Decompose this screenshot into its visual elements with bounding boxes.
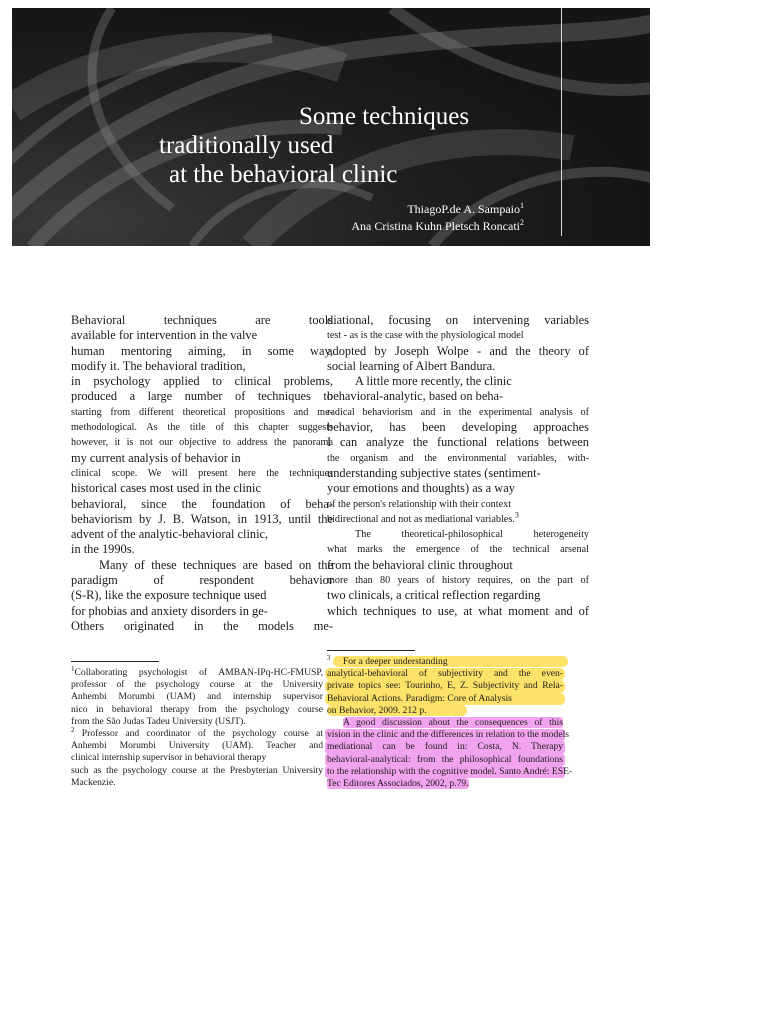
body-line: A little more recently, the clinic [355,374,512,389]
body-line: adopted by Joseph Wolpe - and the theory of [327,343,589,358]
footnotes-left [71,664,324,789]
footnote-rule-left [71,661,159,662]
footnote-line: nico in behavioral therapy from the psychology course [71,703,323,715]
body-line: in psychology applied to clinical problems, [71,374,333,389]
body-line: The theoretical-philosophical heterogeneity [355,529,589,541]
body-line: in the 1990s. [71,542,135,557]
footnote-line-highlight-yellow: analytical-behavioral of subjectivity and the even- [327,668,563,680]
author-1-note: 1 [520,201,524,210]
highlight-yellow: on Behavior, 2009. 212 p. [327,705,467,716]
footnote-line-highlight-pink: to the relationship with the cognitive model. Santo André: ESE- [327,765,573,777]
body-line: behavioral, since the foundation of beha- [71,496,333,511]
footnote-3 [325,653,573,790]
footnote-text: Collaborating psychologist of AMBAN-IPq-HC-FMUSP, [74,667,323,678]
body-line: which techniques to use, at what moment and of [327,603,589,618]
footnote-line-highlight-yellow: Behavioral Actions. Paradigm: Core of Analysis [325,693,565,705]
body-line: clinical scope. We will present here the techniques [71,467,333,479]
body-line: my current analysis of behavior in [71,450,241,465]
highlight-pink: A good discussion about the consequences of this [343,716,563,728]
body-line [327,512,589,527]
footnote-text: Professor and coordinator of the psychology course at [81,727,324,739]
body-line: (S-R), like the exposure technique used [71,588,267,603]
body-line: understanding subjective states (sentiment- [327,465,541,480]
footnote-rule-right [327,650,415,651]
body-line: paradigm of respondent behavior [71,573,333,588]
body-line: historical cases most used in the clinic [71,481,261,496]
footnote-line [325,705,565,717]
body-line: what marks the emergence of the technical arsenal [327,544,589,556]
body-line: however, it is not our objective to address the panorama [71,437,333,449]
body-line: two clinicals, a critical reflection regarding [327,588,541,603]
body-line: advent of the analytic-behavioral clinic, [71,527,269,542]
body-line: for phobias and anxiety disorders in ge- [71,603,268,618]
body-line: test - as is the case with the physiological model [327,330,524,342]
body-line: methodological. As the title of this chapter suggests [71,422,333,434]
body-line: behaviorism by J. B. Watson, in 1913, until the [71,511,333,526]
footnote-line [325,778,565,790]
footnote-line: from the São Judas Tadeu University (USJT). [71,715,246,727]
body-line: radical behaviorism and in the experimental analysis of [327,406,589,418]
footnote-ref-3: 3 [514,510,519,520]
footnote-2-line [71,725,324,740]
footnote-line [325,717,565,729]
body-line-text: bidirectional and not as mediational variables. [327,513,515,525]
body-line: available for intervention in the valve [71,328,258,343]
body-line: Behavioral techniques are tools [71,313,333,327]
body-line: from the behavioral clinic throughout [327,557,513,572]
body-line: produced a large number of techniques to [71,389,333,404]
footnote-line-highlight-pink: mediational can be found in: Costa, N. Therapy [327,741,563,753]
footnote-line: such as the psychology course at the Presbyterian University [71,764,323,776]
footnote-line: professor of the psychology course at the University [71,679,323,691]
footnote-line [325,653,565,668]
footnote-line: Anhembi Morumbi (UAM) and internship supervisor [71,691,323,703]
author-2-name: Ana Cristina Kuhn Pletsch Roncati [351,219,520,233]
footnote-line: clinical internship supervisor in behavioral therapy [71,752,267,764]
title-line-3: at the behavioral clinic [169,161,398,188]
footnote-1-mark: 1 [71,664,75,673]
body-line: diational, focusing on intervening variables [327,313,589,327]
body-line: Many of these techniques are based on the [99,557,333,572]
body-line: human mentoring aiming, in some way, [71,343,333,358]
footnote-line-highlight-pink: vision in the clinic and the differences in relation to the models [327,729,569,741]
body-line: starting from different theoretical propositions and me- [71,406,333,418]
footnote-1-line [71,664,323,679]
title-line-1: Some techniques [299,103,470,130]
body-column-left [71,313,333,634]
footnote-line: Mackenzie. [71,776,116,788]
body-column-right [327,313,589,619]
author-2-note: 2 [520,218,524,227]
body-line: social learning of Albert Bandura. [327,358,496,373]
body-line: your emotions and thoughts) as a way [327,481,515,496]
body-line: the organism and the environmental variables, with- [327,452,589,464]
footnote-3-mark: 3 [327,653,331,662]
body-line: behavioral-analytic, based on beha- [327,389,504,404]
footnote-line-highlight-yellow: private topics see: Tourinho, E, Z. Subjectivity and Rela- [327,680,563,692]
header-banner [12,8,650,246]
highlight-yellow: For a deeper understanding [333,656,568,667]
title-line-2: traditionally used [159,132,334,159]
body-line: of the person's relationship with their context [327,498,512,510]
author-1-name: ThiagoP.de A. Sampaio [407,202,520,216]
body-line: more than 80 years of history requires, on the part of [327,575,589,587]
author-2 [351,218,524,234]
footnote-line: Anhembi Morumbi University (UAM). Teacher and [71,740,323,752]
body-line: Others originated in the models me- [71,618,333,633]
body-line: modify it. The behavioral tradition, [71,358,246,373]
banner-divider-line [561,8,562,236]
highlight-pink: Tec Editores Associados, 2002, p.79. [327,777,469,789]
author-1 [407,201,524,217]
body-line: behavior, has been developing approaches [327,420,589,435]
body-line: I can analyze the functional relations between [327,435,589,450]
footnote-2-mark: 2 [71,725,75,734]
footnote-line-highlight-pink: behavioral-analytical: from the philosophical foundations [327,753,563,765]
